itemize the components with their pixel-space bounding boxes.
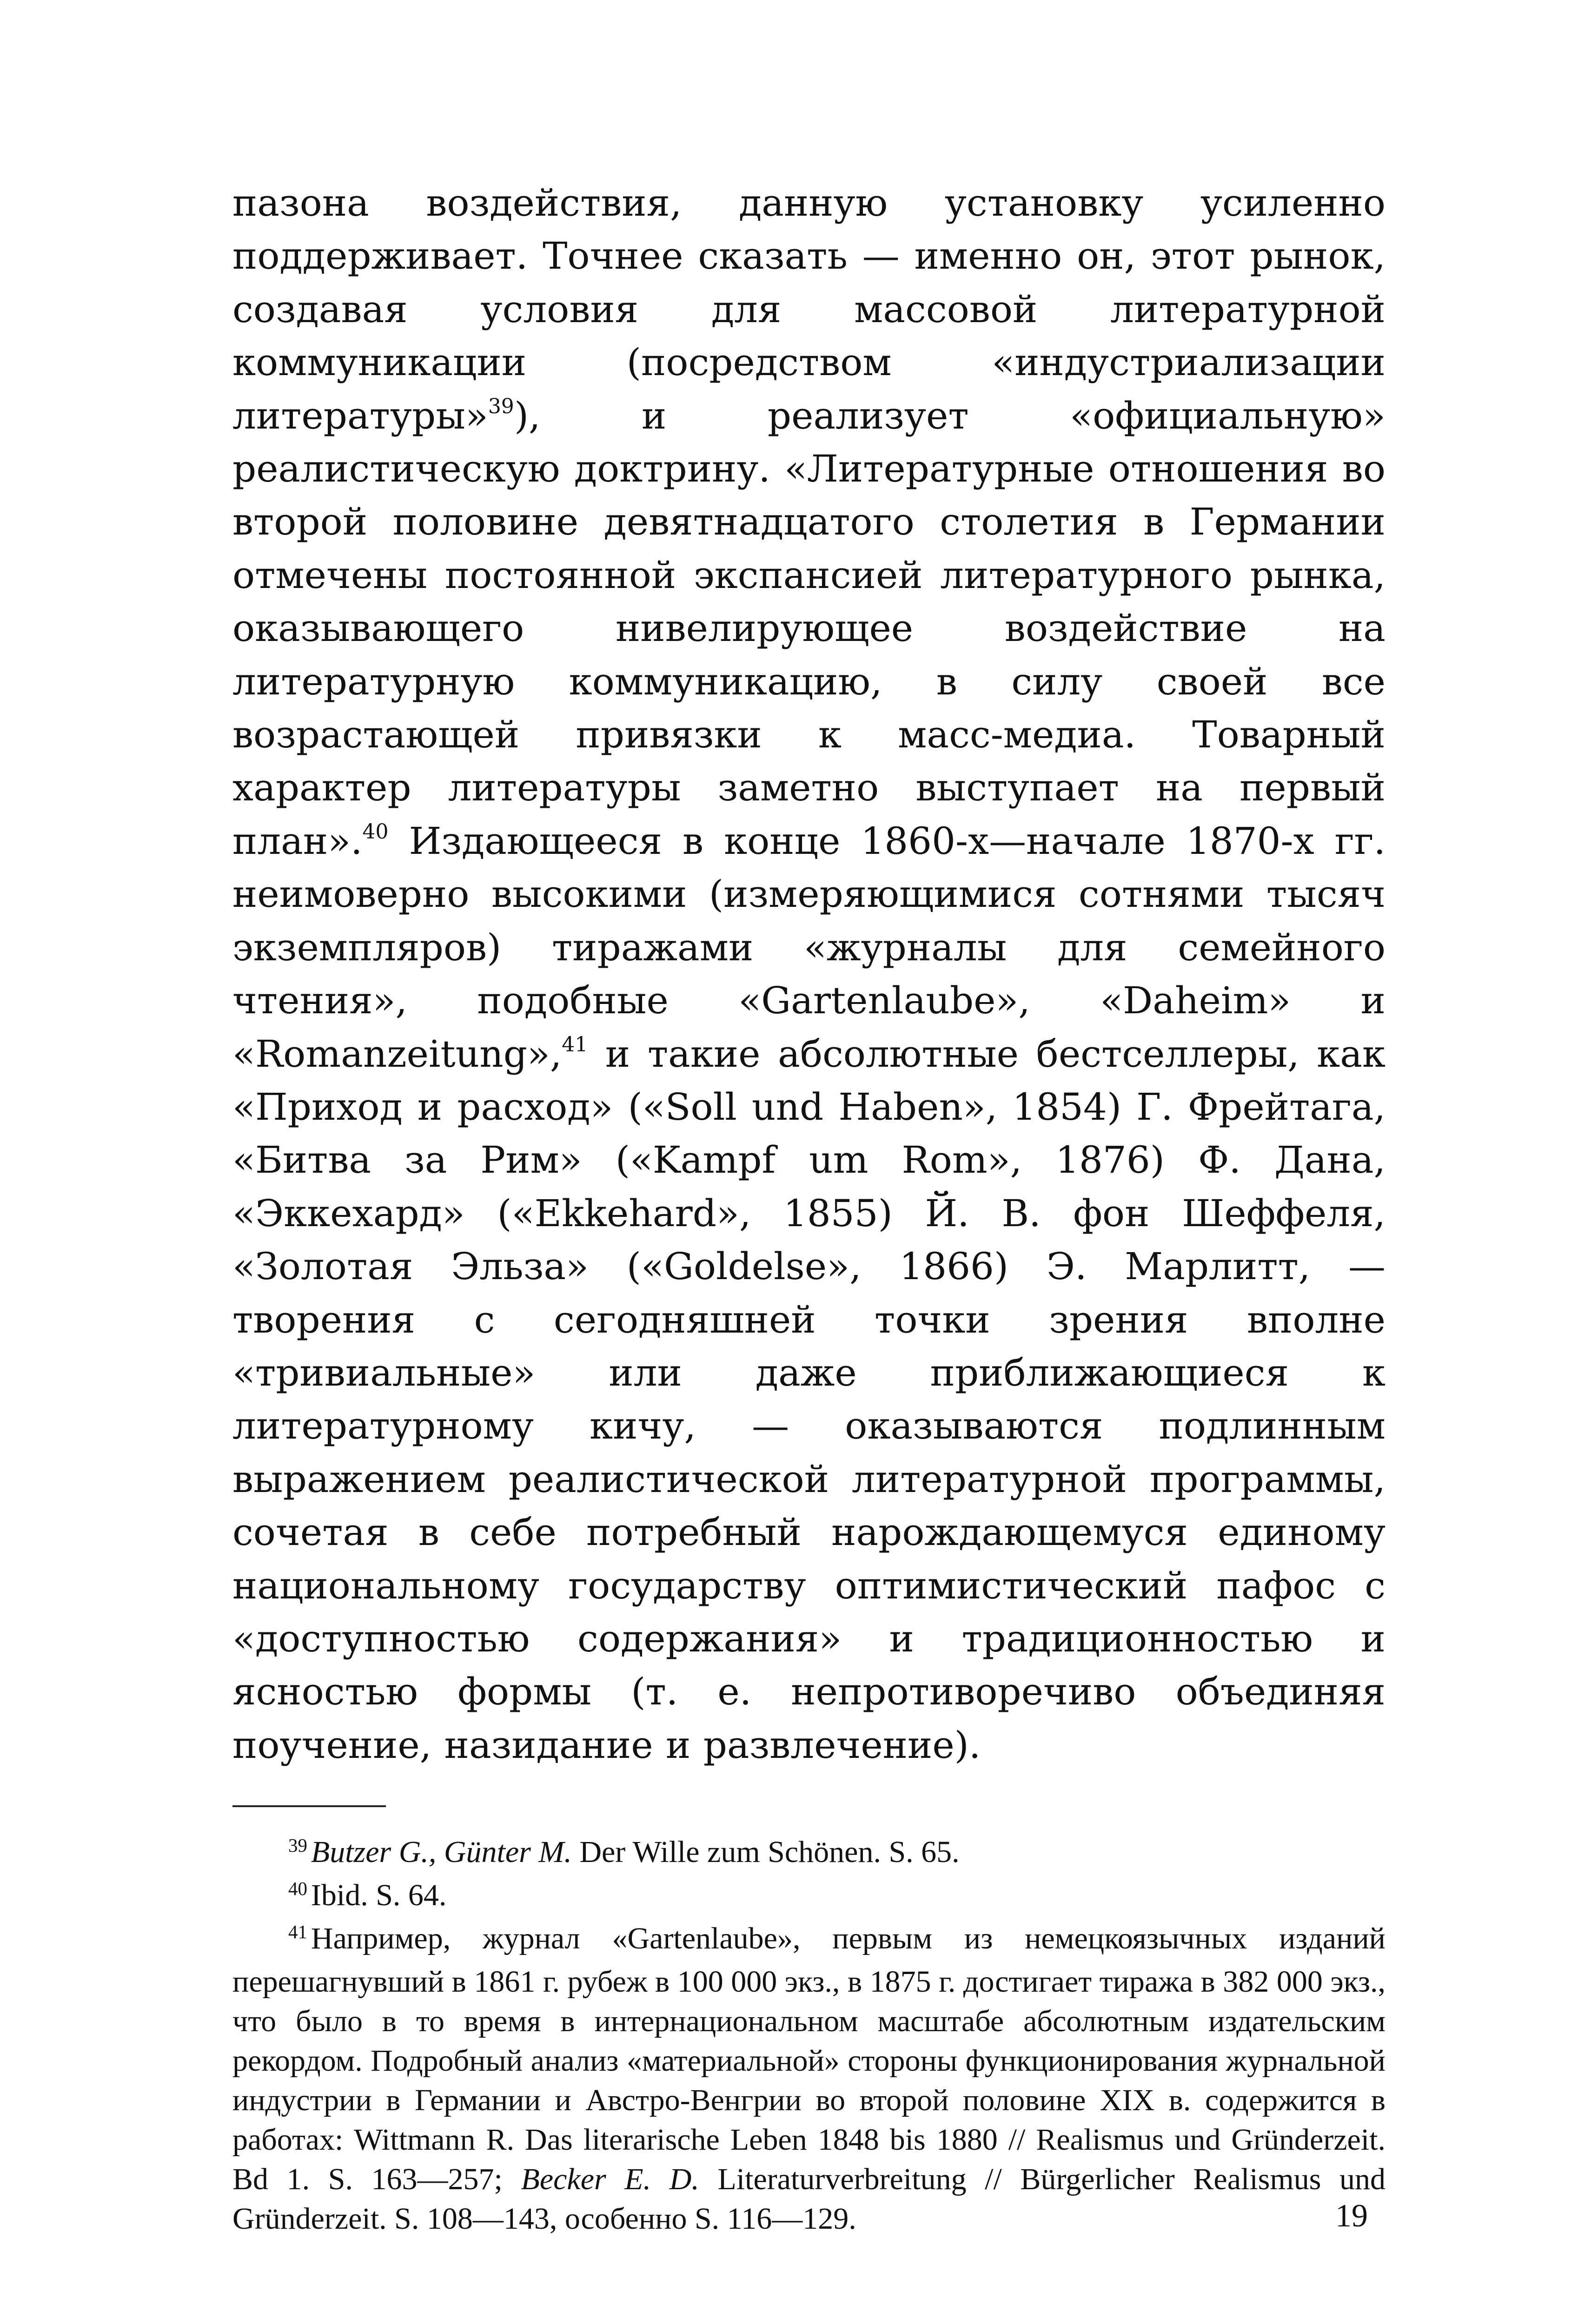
footnote-41 [232, 1919, 1385, 2238]
footnote-ref-41[interactable]: 41 [562, 1032, 588, 1056]
main-text-part-2: ), и реализует «официальную» реалистическую доктрину. «Литературные отношения во второй половине девятнадцатого столетия в Германии отмечены постоянной экспансией литературного рынка, оказывающего нивелирующее воздействие на литературную коммуникацию, в силу своей все возрастающей привязки к масс-медиа. Товарный характер литературы заметно выступает на первый план». [232, 394, 1385, 863]
footnote-ref-39[interactable]: 39 [488, 394, 514, 418]
footnote-40 [232, 1875, 1385, 1919]
footnote-number: 41 [288, 1921, 307, 1942]
book-page [232, 177, 1385, 2238]
footnote-text: Der Wille zum Schönen. S. 65. [571, 1835, 960, 1869]
footnote-ref-40[interactable]: 40 [362, 819, 389, 844]
footnote-text-continued: Literaturverbreitung // Bürgerlicher Realismus und Gründerzeit. S. 108—143, особенно S. 116—129. [232, 2162, 1385, 2236]
footnote-number: 40 [288, 1878, 307, 1899]
main-paragraph [232, 177, 1385, 1772]
footnote-divider [232, 1805, 386, 1807]
footnote-39 [232, 1832, 1385, 1875]
footnote-text: Ibid. S. 64. [311, 1878, 447, 1913]
footnote-text: Например, журнал «Gartenlaube», первым из немецкоязычных изданий перешагнувший в 1861 г. рубеж в 100 000 экз., в 1875 г. достигает тиража в 382 000 экз., что было в то время в интернациональном масштабе абсолютным издательским рекордом. Подробный анализ «материальной» стороны функционирования журнальной индустрии в Германии и Австро-Венгрии во второй половине XIX в. содержится в работах: Wittmann R. Das literarische Leben 1848 bis 1880 // Realismus und Gründerzeit. Bd 1. S. 163—257; [232, 1921, 1385, 2197]
footnote-author: Becker E. D. [521, 2162, 699, 2197]
footnote-number: 39 [288, 1835, 307, 1856]
page-number: 19 [1335, 2198, 1368, 2234]
footnotes-section [232, 1832, 1385, 2238]
main-text-part-1: пазона воздействия, данную установку усиленно поддерживает. Точнее сказать — именно он, этот рынок, создавая условия для массовой литературной коммуникации (посредством «индустриализации литературы» [232, 181, 1385, 437]
footnote-author: Butzer G., Günter M. [311, 1835, 572, 1869]
main-text-part-4: и такие абсолютные бестселлеры, как «Приход и расход» («Soll und Haben», 1854) Г. Фрейтага, «Битва за Рим» («Kampf um Rom», 1876) Ф. Дана, «Эккехард» («Ekkehard», 1855) Й. В. фон Шеффеля, «Золотая Эльза» («Goldelse», 1866) Э. Марлитт, — творения с сегодняшней точки зрения вполне «тривиальные» или даже приближающиеся к литературному кичу, — оказываются подлинным выражением реалистической литературной программы, сочетая в себе потребный нарождающемуся единому национальному государству оптимистический пафос с «доступностью содержания» и традиционностью и ясностью формы (т. е. непротиворечиво объединяя поучение, назидание и развлечение). [232, 1032, 1385, 1767]
main-text-part-3: Издающееся в конце 1860-х—начале 1870-х гг. неимоверно высокими (измеряющимися сотнями тысяч экземпляров) тиражами «журналы для семейного чтения», подобные «Gartenlaube», «Daheim» и «Romanzeitung», [232, 819, 1385, 1076]
